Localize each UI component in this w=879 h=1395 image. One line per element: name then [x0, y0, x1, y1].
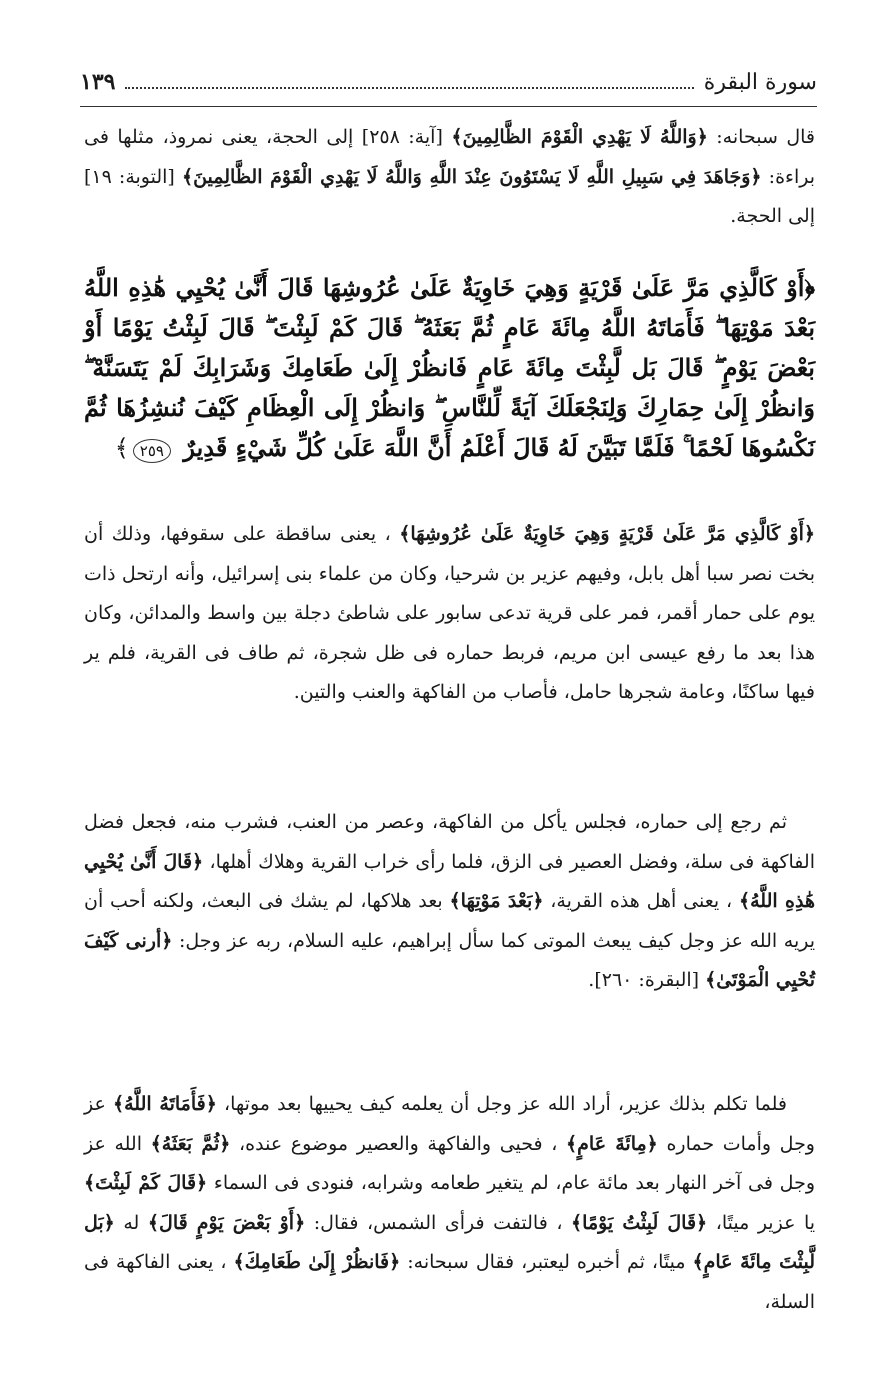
verse-block	[84, 268, 815, 468]
text: يا عزير ميتًا،	[707, 1211, 816, 1234]
quran-quote: ﴿أَوْ كَالَّذِي مَرَّ عَلَىٰ قَرْيَةٍ وَهِيَ خَاوِيَةٌ عَلَىٰ عُرُوشِهَا﴾	[399, 523, 815, 545]
quran-quote: ﴿فَأَمَاتَهُ اللَّهُ﴾	[112, 1093, 217, 1115]
text: ، يعنى الفاكهة فى السلة،	[84, 1251, 815, 1313]
text: ، يعنى أهل هذه القرية،	[543, 890, 739, 912]
header-dot-leader	[125, 75, 693, 89]
text: ميتًا، ثم أخبره ليعتبر، فقال سبحانه:	[400, 1251, 693, 1273]
text: عز وجل وأمات حماره	[84, 1093, 815, 1155]
verse-close-bracket: ﴾	[114, 434, 129, 462]
quran-quote: ﴿أرنى كَيْفَ تُحْيِي الْمَوْتَىٰ﴾	[84, 929, 815, 991]
text: قال سبحانه:	[707, 126, 816, 148]
text: ، يعنى ساقطة على سقوفها، وذلك أن بخت نصر سبا أهل بابل، وفيهم عزير بن شرحيا، وكان من علماء بنى إسرائيل، وأنه ارتحل ذات يوم على حمار أقمر، فمر على قرية تدعى سابور على شاطئ دجلة بين واسط والمدائن، وكان هذا بعد ما رفع عيسى ابن مريم، فربط حماره فى ظل شجرة، ثم طاف فى القرية، فلم ير فيها ساكنًا، وعامة شجرها حامل، فأصاب من الفاكهة والعنب والتين.	[84, 523, 815, 703]
text: الله عز وجل فى آخر النهار بعد مائة عام، لم يتغير طعامه وشرابه، فنودى فى السماء	[84, 1132, 815, 1194]
quran-quote: ﴿ثُمَّ بَعَثَهُ﴾	[150, 1132, 231, 1155]
verse-text: ﴿أَوْ كَالَّذِي مَرَّ عَلَىٰ قَرْيَةٍ وَهِيَ خَاوِيَةٌ عَلَىٰ عُرُوشِهَا قَالَ أَنَّىٰ يُحْيِي هَٰذِهِ اللَّهُ بَعْدَ مَوْتِهَا ۖ فَأَمَاتَهُ اللَّهُ مِائَةَ عَامٍ ثُمَّ بَعَثَهُ ۖ قَالَ كَمْ لَبِثْتَ ۖ قَالَ لَبِثْتُ يَوْمًا أَوْ بَعْضَ يَوْمٍ ۖ قَالَ بَل لَّبِثْتَ مِائَةَ عَامٍ فَانظُرْ إِلَىٰ طَعَامِكَ وَشَرَابِكَ لَمْ يَتَسَنَّهْ ۖ وَانظُرْ إِلَىٰ حِمَارِكَ وَلِنَجْعَلَكَ آيَةً لِّلنَّاسِ ۖ وَانظُرْ إِلَى الْعِظَامِ كَيْفَ نُنشِزُهَا ثُمَّ نَكْسُوهَا لَحْمًا ۚ فَلَمَّا تَبَيَّنَ لَهُ قَالَ أَعْلَمُ أَنَّ اللَّهَ عَلَىٰ كُلِّ شَيْءٍ قَدِيرٌ	[84, 273, 815, 462]
quran-quote: ﴿قَالَ لَبِثْتُ يَوْمًا﴾	[571, 1211, 708, 1234]
quran-quote: ﴿بَل لَّبِثْتَ مِائَةَ عَامٍ﴾	[84, 1211, 815, 1273]
text: [آية: ٢٥٨] إلى الحجة، يعنى نمروذ، مثلها فى براءة:	[84, 126, 816, 188]
paragraph-2	[84, 515, 815, 713]
text: ، فالتفت فرأى الشمس، فقال:	[305, 1211, 572, 1234]
paragraph-4	[84, 1085, 815, 1322]
quran-quote: ﴿وَجَاهَدَ فِي سَبِيلِ اللَّهِ لَا يَسْتَوُونَ عِنْدَ اللَّهِ وَاللَّهُ لَا يَهْدِي الْقَوْمَ الظَّالِمِينَ﴾	[181, 165, 762, 188]
page-header	[80, 62, 817, 102]
text: له	[114, 1211, 148, 1234]
quran-quote: ﴿وَاللَّهُ لَا يَهْدِي الْقَوْمَ الظَّالِمِينَ﴾	[451, 126, 708, 148]
page-number: ١٣٩	[80, 69, 116, 95]
text: [التوبة: ١٩] إلى الحجة.	[84, 165, 815, 227]
text: [البقرة: ٢٦٠].	[588, 969, 706, 991]
text: ، فحيى والفاكهة والعصير موضوع عنده،	[230, 1132, 567, 1155]
text: ثم رجع إلى حماره، فجلس يأكل من الفاكهة، وعصر من العنب، فشرب منه، فجعل فضل الفاكهة فى سلة، وفضل العصير فى الزق، فلما رأى خراب القرية وهلاك أهلها،	[84, 811, 815, 873]
quran-quote: ﴿قَالَ أَنَّىٰ يُحْيِي هَٰذِهِ اللَّهُ﴾	[84, 850, 815, 912]
paragraph-3	[84, 803, 815, 1001]
quran-quote: ﴿قَالَ كَمْ لَبِثْتَ﴾	[84, 1172, 208, 1194]
quran-quote: ﴿أَوْ بَعْضَ يَوْمٍ قَالَ﴾	[147, 1211, 306, 1234]
quran-quote: ﴿بَعْدَ مَوْتِهَا﴾	[449, 890, 544, 912]
paragraph-1	[84, 118, 815, 237]
verse-number: ٢٥٩	[133, 439, 171, 463]
text: فلما تكلم بذلك عزير، أراد الله عز وجل أن يعلمه كيف يحييها بعد موتها،	[216, 1093, 787, 1115]
header-rule	[80, 106, 817, 107]
text: بعد هلاكها، لم يشك فى البعث، ولكنه أحب أن يريه الله عز وجل كيف يبعث الموتى كما سأل إبراهيم، عليه السلام، ربه عز وجل:	[84, 890, 815, 952]
quran-quote: ﴿فَانظُرْ إِلَىٰ طَعَامِكَ﴾	[233, 1251, 401, 1273]
quran-quote: ﴿مِائَةَ عَامٍ﴾	[566, 1132, 658, 1155]
surah-title: سورة البقرة	[703, 69, 817, 95]
